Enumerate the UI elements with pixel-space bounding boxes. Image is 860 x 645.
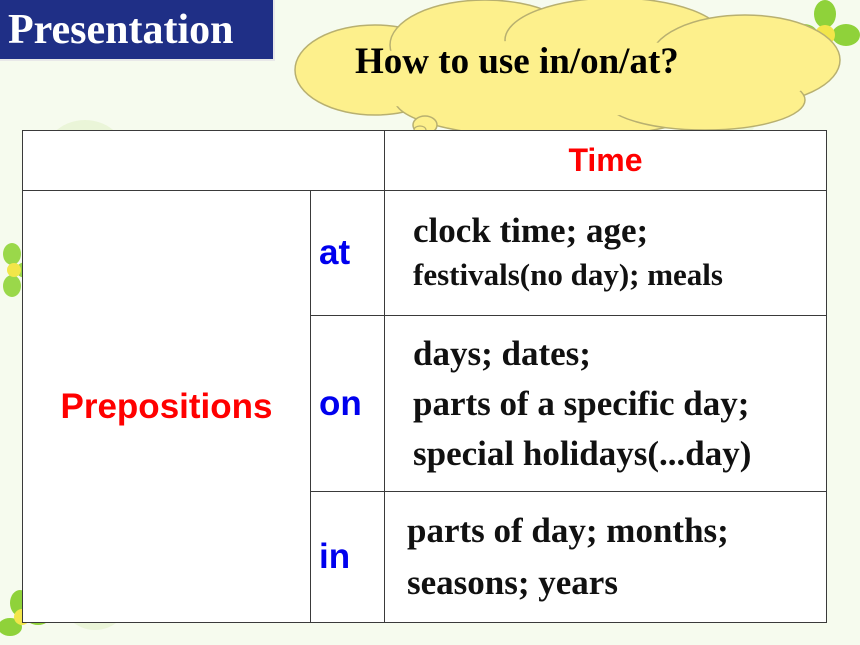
uses-on xyxy=(385,316,827,492)
uses-line: clock time; age; xyxy=(413,211,649,250)
uses-line: parts of a specific day; xyxy=(413,383,750,423)
uses-in xyxy=(385,492,827,623)
header-time: Time xyxy=(385,131,827,191)
uses-line: days; dates; xyxy=(413,333,591,373)
preposition-in: in xyxy=(311,492,385,623)
uses-line: seasons; years xyxy=(407,563,618,602)
prepositions-label: Prepositions xyxy=(23,191,311,623)
prepositions-table xyxy=(22,130,827,623)
table-row xyxy=(23,191,827,316)
uses-line: festivals(no day); meals xyxy=(413,257,723,292)
uses-line: special holidays(...day) xyxy=(413,433,752,473)
uses-at xyxy=(385,191,827,316)
header-empty-cell xyxy=(23,131,385,191)
uses-line: parts of day; months; xyxy=(407,511,729,550)
question-heading: How to use in/on/at? xyxy=(355,41,679,82)
preposition-on: on xyxy=(311,316,385,492)
preposition-at: at xyxy=(311,191,385,316)
slide-title: Presentation xyxy=(0,0,275,61)
table-header-row xyxy=(23,131,827,191)
